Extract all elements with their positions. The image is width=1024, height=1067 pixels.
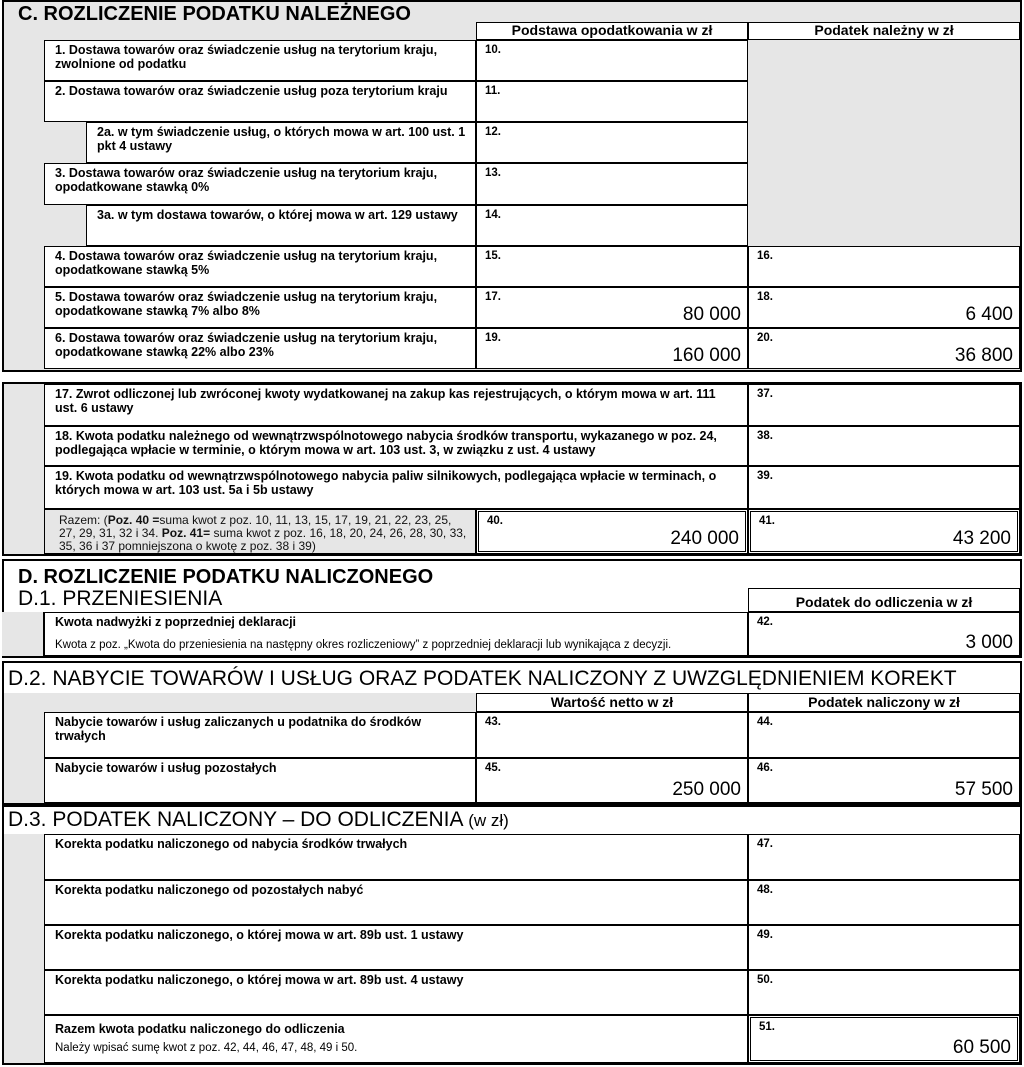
row-label: 2a. w tym świadczenie usług, o których mowa w art. 100 ust. 1 pkt 4 ustawy bbox=[86, 122, 476, 163]
field-20[interactable]: 20. 36 800 bbox=[748, 328, 1020, 369]
d2-column-net: Wartość netto w zł bbox=[550, 694, 674, 710]
field-48[interactable]: 48. bbox=[748, 880, 1020, 925]
field-50[interactable]: 50. bbox=[748, 970, 1020, 1015]
d2-column-tax: Podatek naliczony w zł bbox=[808, 694, 960, 710]
field-10[interactable]: 10. bbox=[476, 40, 748, 81]
field-38[interactable]: 38. bbox=[748, 426, 1020, 466]
row-label: 2. Dostawa towarów oraz świadczenie usług poza terytorium kraju bbox=[44, 81, 476, 122]
row-label: Korekta podatku naliczonego, o której mowa w art. 89b ust. 4 ustawy bbox=[44, 970, 748, 1015]
row-label: 5. Dostawa towarów oraz świadczenie usług na terytorium kraju, opodatkowane stawką 7% albo 8% bbox=[44, 287, 476, 328]
field-43[interactable]: 43. bbox=[476, 712, 748, 758]
row-label: Korekta podatku naliczonego, o której mowa w art. 89b ust. 1 ustawy bbox=[44, 925, 748, 970]
field-44[interactable]: 44. bbox=[748, 712, 1020, 758]
field-41[interactable]: 41. 43 200 bbox=[748, 509, 1020, 554]
row-label: 4. Dostawa towarów oraz świadczenie usług na terytorium kraju, opodatkowane stawką 5% bbox=[44, 246, 476, 287]
field-11[interactable]: 11. bbox=[476, 81, 748, 122]
section-d-title: D. ROZLICZENIE PODATKU NALICZONEGO bbox=[18, 566, 434, 588]
field-12[interactable]: 12. bbox=[476, 122, 748, 163]
row-label: Nabycie towarów i usług zaliczanych u podatnika do środków trwałych bbox=[44, 712, 476, 758]
field-46[interactable]: 46. 57 500 bbox=[748, 758, 1020, 803]
d1-title: D.1. PRZENIESIENIA bbox=[18, 587, 223, 610]
row-label: 1. Dostawa towarów oraz świadczenie usług na terytorium kraju, zwolnione od podatku bbox=[44, 40, 476, 81]
d1-label: Kwota nadwyżki z poprzedniej deklaracji Kwota z poz. „Kwota do przeniesienia na następny okres rozliczeniowy” z poprzedniej deklaracji lub wynikająca z decyzji. bbox=[44, 612, 748, 656]
row-label: Korekta podatku naliczonego od nabycia środków trwałych bbox=[44, 834, 748, 880]
field-37[interactable]: 37. bbox=[748, 384, 1020, 426]
row-label: 19. Kwota podatku od wewnątrzwspólnotowego nabycia paliw silnikowych, podlegająca wpłacie w terminach, o których mowa w art. 103 ust. 5a i 5b ustawy bbox=[44, 466, 748, 509]
field-39[interactable]: 39. bbox=[748, 466, 1020, 509]
row-label: 17. Zwrot odliczonej lub zwróconej kwoty wydatkowanej na zakup kas rejestrujących, o którym mowa w art. 111 ust. 6 ustawy bbox=[44, 384, 748, 426]
section-c-title: C. ROZLICZENIE PODATKU NALEŻNEGO bbox=[18, 3, 411, 25]
field-17[interactable]: 17. 80 000 bbox=[476, 287, 748, 328]
field-13[interactable]: 13. bbox=[476, 163, 748, 205]
field-40[interactable]: 40. 240 000 bbox=[476, 509, 748, 554]
row-label: Korekta podatku naliczonego od pozostałych nabyć bbox=[44, 880, 748, 925]
field-15[interactable]: 15. bbox=[476, 246, 748, 287]
row-label: 18. Kwota podatku należnego od wewnątrzwspólnotowego nabycia środków transportu, wykazanego w poz. 24, podlegająca wpłacie w terminie, o którym mowa w art. 103 ust. 3, w związku z ust. 4 ustawy bbox=[44, 426, 748, 466]
column-header-tax: Podatek należny w zł bbox=[814, 22, 954, 38]
total-formula-note: Razem: (Poz. 40 =suma kwot z poz. 10, 11, 13, 15, 17, 19, 21, 22, 23, 25, 27, 29, 31, 32 i 34. Poz. 41= suma kwot z poz. 16, 18, 20, 24, 26, 28, 30, 33, 35, 36 i 37 pomniejszona o kwotę z poz. 38 i 39) bbox=[44, 509, 476, 554]
field-45[interactable]: 45. 250 000 bbox=[476, 758, 748, 803]
field-18[interactable]: 18. 6 400 bbox=[748, 287, 1020, 328]
row-label: Nabycie towarów i usług pozostałych bbox=[44, 758, 476, 803]
field-19[interactable]: 19. 160 000 bbox=[476, 328, 748, 369]
field-49[interactable]: 49. bbox=[748, 925, 1020, 970]
field-42[interactable]: 42. 3 000 bbox=[748, 612, 1020, 656]
field-14[interactable]: 14. bbox=[476, 205, 748, 246]
field-16[interactable]: 16. bbox=[748, 246, 1020, 287]
field-47[interactable]: 47. bbox=[748, 834, 1020, 880]
d2-title: D.2. NABYCIE TOWARÓW I USŁUG ORAZ PODATEK NALICZONY Z UWZGLĘDNIENIEM KOREKT bbox=[8, 667, 957, 690]
d1-column-header: Podatek do odliczenia w zł bbox=[795, 594, 973, 610]
row-label: 3. Dostawa towarów oraz świadczenie usług na terytorium kraju, opodatkowane stawką 0% bbox=[44, 163, 476, 205]
d3-total-label: Razem kwota podatku naliczonego do odliczenia Należy wpisać sumę kwot z poz. 42, 44, 46, 47, 48, 49 i 50. bbox=[44, 1015, 748, 1063]
row-label: 3a. w tym dostawa towarów, o której mowa w art. 129 ustawy bbox=[86, 205, 476, 246]
d3-title: D.3. PODATEK NALICZONY – DO ODLICZENIA (w zł) bbox=[8, 808, 509, 831]
field-51[interactable]: 51. 60 500 bbox=[748, 1015, 1020, 1063]
row-label: 6. Dostawa towarów oraz świadczenie usług na terytorium kraju, opodatkowane stawką 22% albo 23% bbox=[44, 328, 476, 369]
column-header-base: Podstawa opodatkowania w zł bbox=[511, 22, 713, 38]
